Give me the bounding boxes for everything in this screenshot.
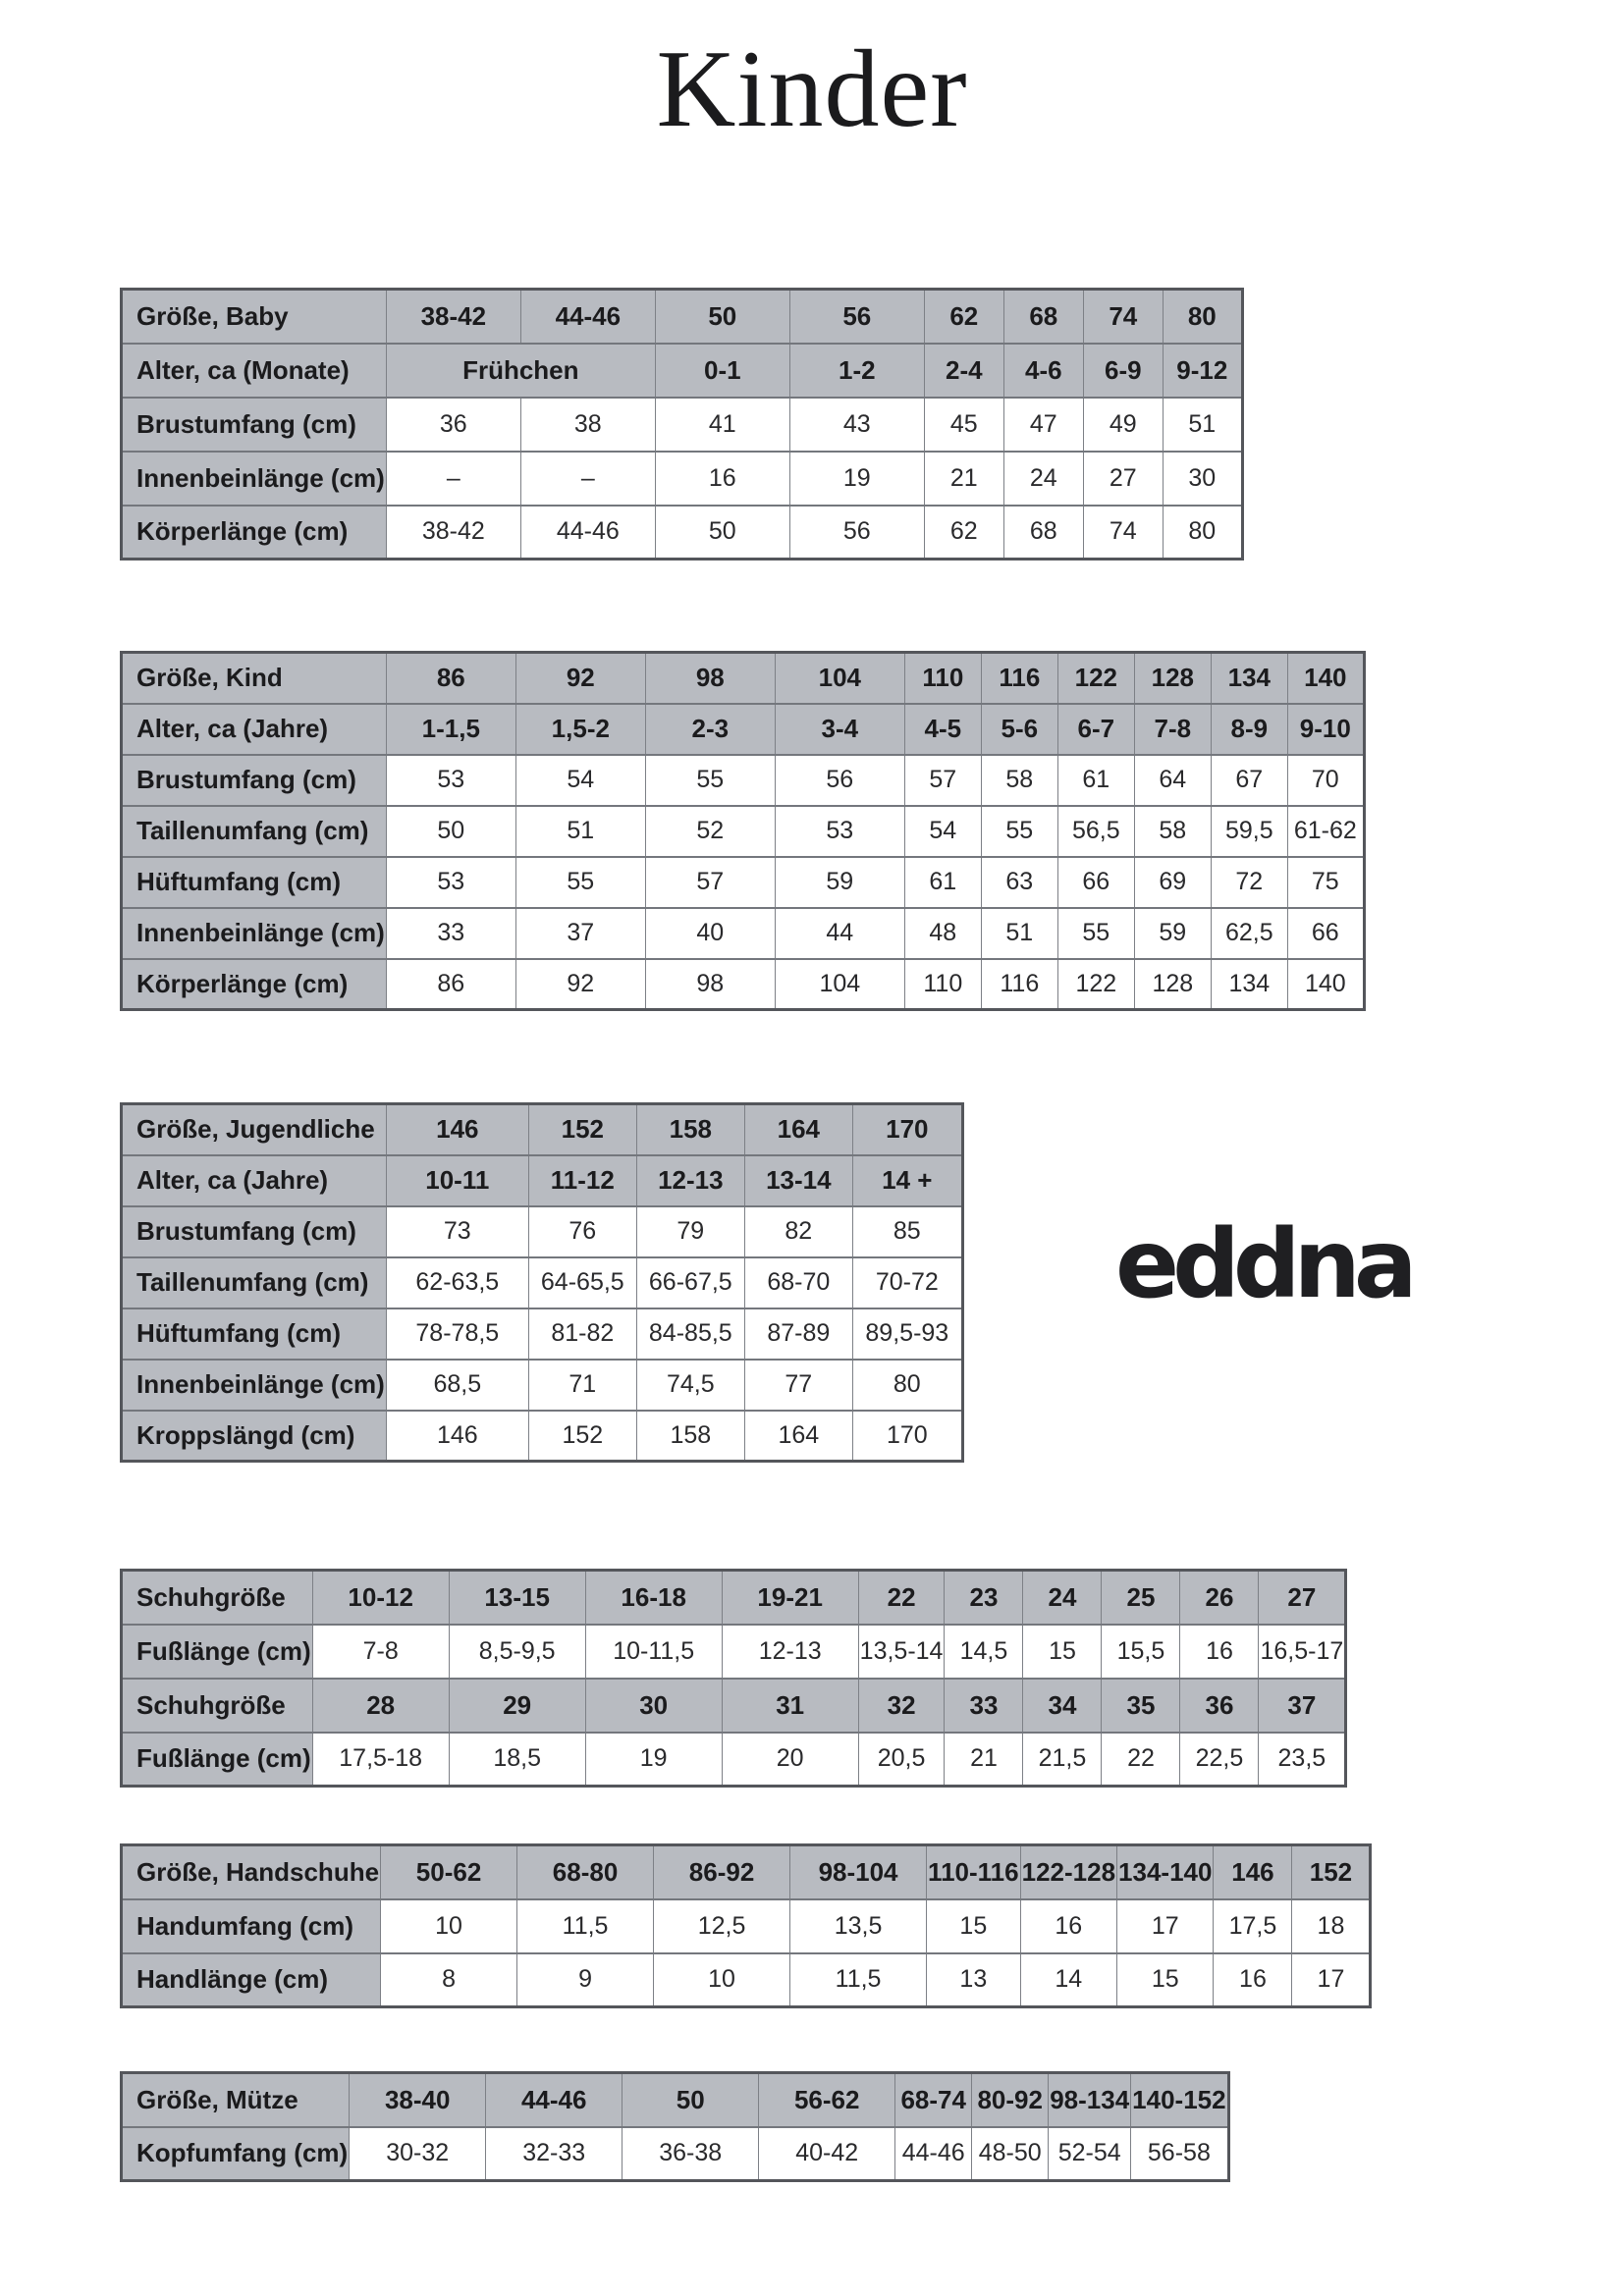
table-row — [122, 1899, 1371, 1953]
value-cell: 54 — [904, 806, 981, 857]
size-table-handschuhe-grid — [120, 1843, 1372, 2008]
table-row — [122, 959, 1365, 1010]
size-header-cell: 122-128 — [1020, 1845, 1116, 1899]
size-header-cell: 98 — [645, 653, 775, 704]
value-cell: 59 — [775, 857, 904, 908]
size-header-cell: 104 — [775, 653, 904, 704]
value-cell: 72 — [1211, 857, 1287, 908]
size-header-cell: 2-3 — [645, 704, 775, 755]
size-header-cell: 19-21 — [722, 1571, 858, 1625]
value-cell: 13 — [927, 1953, 1021, 2007]
value-cell: 70 — [1287, 755, 1364, 806]
size-header-cell: 50 — [623, 2073, 759, 2127]
size-header-cell: 86-92 — [654, 1845, 790, 1899]
value-cell: 61 — [904, 857, 981, 908]
size-header-cell: 74 — [1083, 290, 1163, 344]
value-cell: 21 — [924, 452, 1003, 506]
size-table-baby-grid — [120, 288, 1244, 561]
size-header-cell: 34 — [1023, 1679, 1102, 1733]
value-cell: 68,5 — [386, 1360, 528, 1411]
value-cell: 24 — [1003, 452, 1083, 506]
size-header-cell: 86 — [386, 653, 515, 704]
value-cell: 152 — [528, 1411, 636, 1462]
size-header-cell: 8-9 — [1211, 704, 1287, 755]
value-cell: – — [386, 452, 520, 506]
row-label-cell: Handlänge (cm) — [122, 1953, 381, 2007]
size-header-cell: 146 — [1214, 1845, 1292, 1899]
size-header-cell: 110-116 — [927, 1845, 1021, 1899]
row-label-cell: Innenbeinlänge (cm) — [122, 1360, 387, 1411]
table-row — [122, 2127, 1229, 2181]
row-label-cell: Kroppslängd (cm) — [122, 1411, 387, 1462]
size-header-cell: 6-9 — [1083, 344, 1163, 398]
value-cell: 58 — [981, 755, 1057, 806]
value-cell: 66-67,5 — [636, 1257, 744, 1308]
size-header-cell: 3-4 — [775, 704, 904, 755]
value-cell: 10 — [381, 1899, 517, 1953]
value-cell: 51 — [1163, 398, 1242, 452]
size-header-cell: 36 — [1180, 1679, 1259, 1733]
value-cell: 17 — [1292, 1953, 1371, 2007]
value-cell: 30-32 — [350, 2127, 486, 2181]
size-header-cell: 22 — [858, 1571, 945, 1625]
value-cell: 57 — [645, 857, 775, 908]
size-table-muetze — [120, 2071, 1230, 2182]
value-cell: 38-42 — [386, 506, 520, 560]
value-cell: 70-72 — [852, 1257, 962, 1308]
value-cell: 18 — [1292, 1899, 1371, 1953]
value-cell: 81-82 — [528, 1308, 636, 1360]
size-table-kind — [120, 651, 1366, 1011]
value-cell: 17,5-18 — [312, 1733, 449, 1787]
value-cell: 122 — [1057, 959, 1134, 1010]
size-header-cell: 16-18 — [585, 1571, 722, 1625]
value-cell: 74 — [1083, 506, 1163, 560]
value-cell: 158 — [636, 1411, 744, 1462]
value-cell: 74,5 — [636, 1360, 744, 1411]
table-row — [122, 806, 1365, 857]
value-cell: 23,5 — [1259, 1733, 1346, 1787]
size-header-cell: Frühchen — [386, 344, 655, 398]
value-cell: 89,5-93 — [852, 1308, 962, 1360]
row-label-cell: Hüftumfang (cm) — [122, 1308, 387, 1360]
value-cell: 66 — [1057, 857, 1134, 908]
value-cell: 38 — [520, 398, 655, 452]
value-cell: 48 — [904, 908, 981, 959]
value-cell: 140 — [1287, 959, 1364, 1010]
value-cell: 15 — [1023, 1625, 1102, 1679]
value-cell: 67 — [1211, 755, 1287, 806]
page-title: Kinder — [656, 28, 968, 150]
row-label-cell: Größe, Kind — [122, 653, 387, 704]
size-header-cell: 26 — [1180, 1571, 1259, 1625]
value-cell: 18,5 — [449, 1733, 585, 1787]
size-header-cell: 116 — [981, 653, 1057, 704]
value-cell: 76 — [528, 1206, 636, 1257]
table-row — [122, 1845, 1371, 1899]
row-label-cell: Körperlänge (cm) — [122, 506, 387, 560]
value-cell: 44-46 — [520, 506, 655, 560]
value-cell: 58 — [1134, 806, 1211, 857]
size-header-cell: 27 — [1259, 1571, 1346, 1625]
value-cell: 14 — [1020, 1953, 1116, 2007]
size-header-cell: 50 — [655, 290, 789, 344]
row-label-cell: Fußlänge (cm) — [122, 1625, 313, 1679]
row-label-cell: Brustumfang (cm) — [122, 1206, 387, 1257]
value-cell: 48-50 — [972, 2127, 1049, 2181]
value-cell: 52-54 — [1049, 2127, 1131, 2181]
size-header-cell: 23 — [945, 1571, 1023, 1625]
value-cell: 164 — [744, 1411, 852, 1462]
table-row — [122, 704, 1365, 755]
size-header-cell: 33 — [945, 1679, 1023, 1733]
size-header-cell: 1-1,5 — [386, 704, 515, 755]
value-cell: 15 — [1117, 1953, 1214, 2007]
size-header-cell: 1,5-2 — [515, 704, 645, 755]
value-cell: 51 — [515, 806, 645, 857]
value-cell: 59,5 — [1211, 806, 1287, 857]
size-header-cell: 68-80 — [517, 1845, 654, 1899]
size-header-cell: 0-1 — [655, 344, 789, 398]
value-cell: 92 — [515, 959, 645, 1010]
size-header-cell: 68-74 — [895, 2073, 972, 2127]
size-header-cell: 25 — [1102, 1571, 1180, 1625]
value-cell: 56-58 — [1131, 2127, 1228, 2181]
size-header-cell: 12-13 — [636, 1155, 744, 1206]
row-label-cell: Innenbeinlänge (cm) — [122, 452, 387, 506]
value-cell: 30 — [1163, 452, 1242, 506]
table-row — [122, 908, 1365, 959]
value-cell: 45 — [924, 398, 1003, 452]
value-cell: 128 — [1134, 959, 1211, 1010]
size-header-cell: 29 — [449, 1679, 585, 1733]
size-header-cell: 6-7 — [1057, 704, 1134, 755]
size-header-cell: 38-42 — [386, 290, 520, 344]
table-row — [122, 1360, 963, 1411]
value-cell: 43 — [789, 398, 924, 452]
value-cell: 7-8 — [312, 1625, 449, 1679]
value-cell: 64-65,5 — [528, 1257, 636, 1308]
value-cell: 11,5 — [517, 1899, 654, 1953]
value-cell: 56,5 — [1057, 806, 1134, 857]
value-cell: 84-85,5 — [636, 1308, 744, 1360]
value-cell: 98 — [645, 959, 775, 1010]
table-row — [122, 452, 1243, 506]
value-cell: 44 — [775, 908, 904, 959]
size-header-cell: 110 — [904, 653, 981, 704]
size-header-cell: 4-6 — [1003, 344, 1083, 398]
table-row — [122, 344, 1243, 398]
value-cell: 13,5-14 — [858, 1625, 945, 1679]
size-header-cell: 37 — [1259, 1679, 1346, 1733]
table-row — [122, 2073, 1229, 2127]
value-cell: 16 — [1020, 1899, 1116, 1953]
size-header-cell: 14 + — [852, 1155, 962, 1206]
table-row — [122, 290, 1243, 344]
brand-logo: eddna — [1115, 1209, 1411, 1319]
size-table-jugendliche-grid — [120, 1102, 964, 1463]
value-cell: 49 — [1083, 398, 1163, 452]
value-cell: 110 — [904, 959, 981, 1010]
row-label-cell: Hüftumfang (cm) — [122, 857, 387, 908]
value-cell: 116 — [981, 959, 1057, 1010]
value-cell: 78-78,5 — [386, 1308, 528, 1360]
value-cell: 50 — [655, 506, 789, 560]
row-label-cell: Brustumfang (cm) — [122, 755, 387, 806]
value-cell: 77 — [744, 1360, 852, 1411]
value-cell: 61-62 — [1287, 806, 1364, 857]
value-cell: 73 — [386, 1206, 528, 1257]
value-cell: 68-70 — [744, 1257, 852, 1308]
table-row — [122, 1953, 1371, 2007]
value-cell: 69 — [1134, 857, 1211, 908]
value-cell: 62,5 — [1211, 908, 1287, 959]
size-header-cell: 28 — [312, 1679, 449, 1733]
value-cell: 51 — [981, 908, 1057, 959]
value-cell: 21,5 — [1023, 1733, 1102, 1787]
size-header-cell: 80-92 — [972, 2073, 1049, 2127]
size-header-cell: 134 — [1211, 653, 1287, 704]
row-label-cell: Brustumfang (cm) — [122, 398, 387, 452]
value-cell: 146 — [386, 1411, 528, 1462]
row-label-cell: Taillenumfang (cm) — [122, 806, 387, 857]
value-cell: 62 — [924, 506, 1003, 560]
row-label-cell: Alter, ca (Monate) — [122, 344, 387, 398]
value-cell: 53 — [386, 755, 515, 806]
value-cell: 55 — [1057, 908, 1134, 959]
value-cell: 36 — [386, 398, 520, 452]
table-row — [122, 1733, 1346, 1787]
value-cell: 13,5 — [790, 1899, 927, 1953]
table-row — [122, 1206, 963, 1257]
value-cell: 87-89 — [744, 1308, 852, 1360]
value-cell: 19 — [789, 452, 924, 506]
value-cell: 62-63,5 — [386, 1257, 528, 1308]
value-cell: 14,5 — [945, 1625, 1023, 1679]
value-cell: 66 — [1287, 908, 1364, 959]
size-table-schuhe-grid — [120, 1569, 1347, 1788]
value-cell: 53 — [386, 857, 515, 908]
row-label-cell: Handumfang (cm) — [122, 1899, 381, 1953]
row-label-cell: Größe, Mütze — [122, 2073, 350, 2127]
table-row — [122, 653, 1365, 704]
row-label-cell: Alter, ca (Jahre) — [122, 704, 387, 755]
value-cell: 36-38 — [623, 2127, 759, 2181]
value-cell: 75 — [1287, 857, 1364, 908]
value-cell: 15,5 — [1102, 1625, 1180, 1679]
value-cell: 8,5-9,5 — [449, 1625, 585, 1679]
value-cell: 54 — [515, 755, 645, 806]
value-cell: 41 — [655, 398, 789, 452]
value-cell: 85 — [852, 1206, 962, 1257]
value-cell: 63 — [981, 857, 1057, 908]
size-header-cell: 98-104 — [790, 1845, 927, 1899]
size-header-cell: 44-46 — [486, 2073, 623, 2127]
value-cell: 37 — [515, 908, 645, 959]
value-cell: 80 — [1163, 506, 1242, 560]
size-header-cell: 10-11 — [386, 1155, 528, 1206]
row-label-cell: Größe, Handschuhe — [122, 1845, 381, 1899]
size-header-cell: 44-46 — [520, 290, 655, 344]
size-header-cell: 9-12 — [1163, 344, 1242, 398]
size-header-cell: 80 — [1163, 290, 1242, 344]
table-row — [122, 1257, 963, 1308]
value-cell: 22,5 — [1180, 1733, 1259, 1787]
value-cell: 22 — [1102, 1733, 1180, 1787]
value-cell: 55 — [981, 806, 1057, 857]
size-table-kind-grid — [120, 651, 1366, 1011]
size-header-cell: 128 — [1134, 653, 1211, 704]
row-label-cell: Körperlänge (cm) — [122, 959, 387, 1010]
table-row — [122, 1571, 1346, 1625]
value-cell: 44-46 — [895, 2127, 972, 2181]
table-row — [122, 1308, 963, 1360]
value-cell: 68 — [1003, 506, 1083, 560]
table-row — [122, 755, 1365, 806]
value-cell: 27 — [1083, 452, 1163, 506]
size-header-cell: 35 — [1102, 1679, 1180, 1733]
size-header-cell: 152 — [528, 1104, 636, 1155]
row-label-cell: Alter, ca (Jahre) — [122, 1155, 387, 1206]
value-cell: 40 — [645, 908, 775, 959]
value-cell: 16,5-17 — [1259, 1625, 1346, 1679]
value-cell: 10 — [654, 1953, 790, 2007]
size-table-muetze-grid — [120, 2071, 1230, 2182]
size-header-cell: 56 — [789, 290, 924, 344]
value-cell: 33 — [386, 908, 515, 959]
value-cell: 19 — [585, 1733, 722, 1787]
value-cell: 17,5 — [1214, 1899, 1292, 1953]
value-cell: 16 — [655, 452, 789, 506]
value-cell: 71 — [528, 1360, 636, 1411]
value-cell: 56 — [789, 506, 924, 560]
table-row — [122, 398, 1243, 452]
size-header-cell: 68 — [1003, 290, 1083, 344]
size-header-cell: 92 — [515, 653, 645, 704]
value-cell: 52 — [645, 806, 775, 857]
row-label-cell: Innenbeinlänge (cm) — [122, 908, 387, 959]
size-header-cell: 5-6 — [981, 704, 1057, 755]
value-cell: 10-11,5 — [585, 1625, 722, 1679]
size-table-schuhe — [120, 1569, 1347, 1788]
value-cell: 86 — [386, 959, 515, 1010]
size-header-cell: 4-5 — [904, 704, 981, 755]
value-cell: 16 — [1180, 1625, 1259, 1679]
value-cell: 55 — [645, 755, 775, 806]
table-row — [122, 1104, 963, 1155]
size-header-cell: 98-134 — [1049, 2073, 1131, 2127]
value-cell: 104 — [775, 959, 904, 1010]
size-header-cell: 30 — [585, 1679, 722, 1733]
value-cell: 21 — [945, 1733, 1023, 1787]
row-label-cell: Größe, Baby — [122, 290, 387, 344]
size-header-cell: 158 — [636, 1104, 744, 1155]
value-cell: 79 — [636, 1206, 744, 1257]
table-row — [122, 506, 1243, 560]
size-header-cell: 10-12 — [312, 1571, 449, 1625]
table-row — [122, 1625, 1346, 1679]
value-cell: 64 — [1134, 755, 1211, 806]
size-header-cell: 122 — [1057, 653, 1134, 704]
size-table-jugendliche — [120, 1102, 964, 1463]
size-header-cell: 140 — [1287, 653, 1364, 704]
value-cell: – — [520, 452, 655, 506]
row-label-cell: Schuhgröße — [122, 1571, 313, 1625]
value-cell: 11,5 — [790, 1953, 927, 2007]
value-cell: 80 — [852, 1360, 962, 1411]
value-cell: 55 — [515, 857, 645, 908]
size-header-cell: 13-15 — [449, 1571, 585, 1625]
size-header-cell: 11-12 — [528, 1155, 636, 1206]
size-header-cell: 146 — [386, 1104, 528, 1155]
size-header-cell: 7-8 — [1134, 704, 1211, 755]
size-header-cell: 56-62 — [759, 2073, 895, 2127]
size-header-cell: 32 — [858, 1679, 945, 1733]
size-header-cell: 140-152 — [1131, 2073, 1228, 2127]
value-cell: 53 — [775, 806, 904, 857]
value-cell: 57 — [904, 755, 981, 806]
size-header-cell: 1-2 — [789, 344, 924, 398]
value-cell: 47 — [1003, 398, 1083, 452]
value-cell: 82 — [744, 1206, 852, 1257]
value-cell: 59 — [1134, 908, 1211, 959]
size-table-baby — [120, 288, 1244, 561]
value-cell: 16 — [1214, 1953, 1292, 2007]
row-label-cell: Schuhgröße — [122, 1679, 313, 1733]
value-cell: 134 — [1211, 959, 1287, 1010]
size-header-cell: 170 — [852, 1104, 962, 1155]
value-cell: 12-13 — [722, 1625, 858, 1679]
size-header-cell: 152 — [1292, 1845, 1371, 1899]
value-cell: 12,5 — [654, 1899, 790, 1953]
row-label-cell: Taillenumfang (cm) — [122, 1257, 387, 1308]
size-table-handschuhe — [120, 1843, 1372, 2008]
value-cell: 20,5 — [858, 1733, 945, 1787]
value-cell: 8 — [381, 1953, 517, 2007]
table-row — [122, 1155, 963, 1206]
size-header-cell: 2-4 — [924, 344, 1003, 398]
value-cell: 61 — [1057, 755, 1134, 806]
value-cell: 20 — [722, 1733, 858, 1787]
row-label-cell: Größe, Jugendliche — [122, 1104, 387, 1155]
value-cell: 15 — [927, 1899, 1021, 1953]
row-label-cell: Kopfumfang (cm) — [122, 2127, 350, 2181]
value-cell: 50 — [386, 806, 515, 857]
size-header-cell: 24 — [1023, 1571, 1102, 1625]
value-cell: 40-42 — [759, 2127, 895, 2181]
size-header-cell: 164 — [744, 1104, 852, 1155]
value-cell: 17 — [1117, 1899, 1214, 1953]
value-cell: 32-33 — [486, 2127, 623, 2181]
value-cell: 9 — [517, 1953, 654, 2007]
size-header-cell: 134-140 — [1117, 1845, 1214, 1899]
size-header-cell: 38-40 — [350, 2073, 486, 2127]
table-row — [122, 1411, 963, 1462]
size-header-cell: 13-14 — [744, 1155, 852, 1206]
table-row — [122, 1679, 1346, 1733]
size-header-cell: 50-62 — [381, 1845, 517, 1899]
size-header-cell: 9-10 — [1287, 704, 1364, 755]
size-header-cell: 62 — [924, 290, 1003, 344]
table-row — [122, 857, 1365, 908]
value-cell: 170 — [852, 1411, 962, 1462]
size-header-cell: 31 — [722, 1679, 858, 1733]
row-label-cell: Fußlänge (cm) — [122, 1733, 313, 1787]
value-cell: 56 — [775, 755, 904, 806]
